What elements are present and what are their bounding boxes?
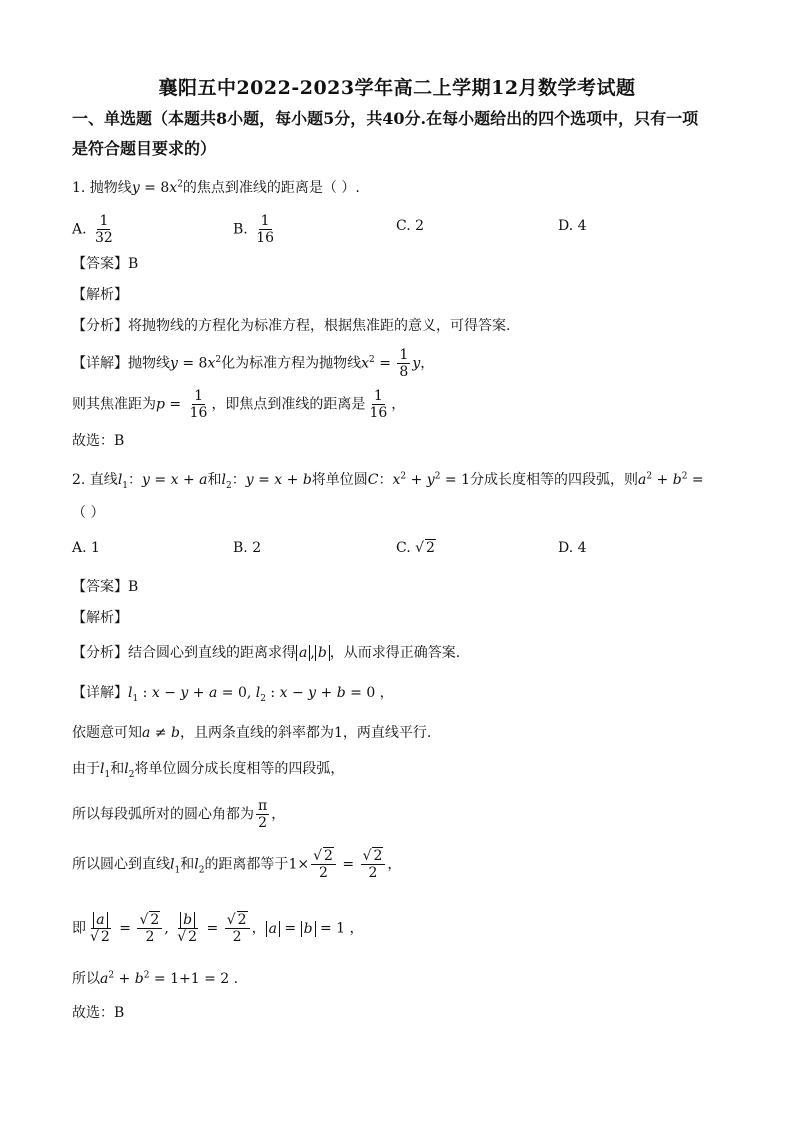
- q1-detail: 【详解】抛物线$y = 8x^2$化为标准方程为抛物线$x^2$ = $\frac{1}{8}$ y，: [72, 347, 435, 380]
- question-2-stem-cont: （ ）: [72, 505, 105, 521]
- q1-option-c: C. 2: [396, 218, 425, 234]
- section-heading-line-2: 是符合题目要求的）: [72, 139, 217, 158]
- q2-option-b: B. 2: [233, 540, 262, 556]
- q1-option-d: D. 4: [558, 218, 587, 234]
- q2-analysis-label: 【解析】: [72, 610, 128, 626]
- q2-detail: 【详解】$l_1$ : x − y + a = 0, $l_2$ : x − y + b = 0 ，: [72, 685, 394, 704]
- q1-option-b: B. $\frac{1}{16}$: [233, 213, 275, 246]
- question-2-stem: 2. 直线$l_1$：y = x + a和$l_2$：y = x + b将单位圆C：$x^2 + y^2 = 1$分成长度相等的四段弧，则$a^2 + b^2$ =: [72, 471, 704, 491]
- q1-choice: 故选：B: [72, 433, 125, 449]
- q2-option-d: D. 4: [558, 540, 587, 556]
- q1-detail-line-2: 则其焦准距为p = $\frac{1}{16}$ ，即焦点到准线的距离是 $\frac{1}{16}$ ，: [72, 388, 406, 421]
- section-heading-line-1: 一、单选题（本题共8小题，每小题5分，共40分.在每小题给出的四个选项中，只有一项: [72, 109, 699, 128]
- q1-answer: 【答案】B: [72, 256, 139, 272]
- q2-answer: 【答案】B: [72, 579, 139, 595]
- section-heading: [72, 104, 732, 164]
- q2-fenxi: 【分析】结合圆心到直线的距离求得 a , b ，从而求得正确答案.: [72, 645, 461, 661]
- q2-detail-line-6: 所以圆心到直线$l_1$和$l_2$的距离都等于1× $\frac{√ 2}{2}$ = $\frac{√ 2}{2}$ ，: [72, 848, 402, 881]
- question-1-stem: 1. 抛物线$y = 8x^2$的焦点到准线的距离是（ ）.: [72, 179, 360, 196]
- equation-parabola: y: [131, 180, 140, 196]
- q2-detail-line-7: 即 $\frac{a}{√ 2}$ = $\frac{√ 2}{2}$ , $\frac{b}{√ 2}$ = $\frac{√ 2}{2}$ ， a = b = 1 ，: [72, 912, 364, 945]
- q2-detail-line-8: 所以$a^2 + b^2 = 1+1 = 2$ .: [72, 970, 239, 987]
- exam-title: 襄阳五中2022-2023学年高二上学期12月数学考试题: [158, 77, 636, 99]
- q1-option-a: A. $\frac{1}{32}$: [72, 213, 113, 246]
- q2-detail-line-3: 依题意可知a ≠ b，且两条直线的斜率都为1，两直线平行.: [72, 725, 432, 741]
- q2-detail-line-4: 由于$l_1$和$l_2$将单位圆分成长度相等的四段弧，: [72, 761, 345, 780]
- q2-choice: 故选：B: [72, 1005, 125, 1021]
- q2-option-c: C. √ 2: [396, 540, 435, 556]
- q2-detail-line-5: 所以每段弧所对的圆心角都为 $\frac{\pi}{2}$ ，: [72, 798, 286, 831]
- q1-fenxi: 【分析】将抛物线的方程化为标准方程，根据焦准距的意义，可得答案.: [72, 318, 511, 334]
- q1-analysis-label: 【解析】: [72, 287, 128, 303]
- q2-option-a: A. 1: [72, 540, 100, 556]
